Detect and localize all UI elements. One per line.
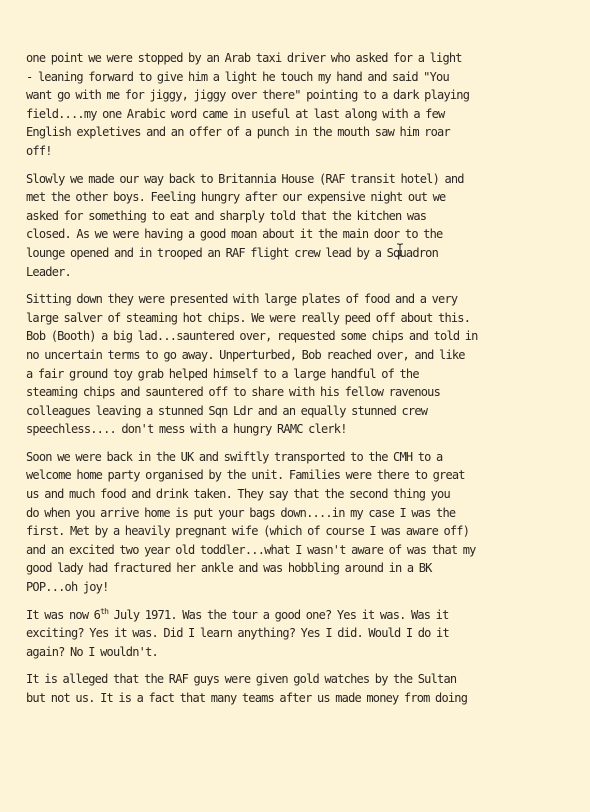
paragraph-chips <box>26 290 574 439</box>
date-line-after: July 1971. Was the tour a good one? Yes it was. Was it <box>108 607 449 622</box>
text-line: - leaning forward to give him a light he touch my hand and said "You <box>26 69 449 84</box>
text-line: It is alleged that the RAF guys were given gold watches by the Sultan <box>26 672 457 687</box>
paragraph-britannia-house <box>26 170 574 282</box>
date-superscript: th <box>100 606 109 616</box>
text-line: lounge opened and in trooped an RAF flight crew lead by a Squadron <box>26 245 439 260</box>
text-line: first. Met by a heavily pregnant wife (which of course I was aware off) <box>26 524 470 539</box>
text-line: us and much food and drink taken. They say that the second thing you <box>26 487 450 502</box>
text-line: Slowly we made our way back to Britannia House (RAF transit hotel) and <box>26 171 464 186</box>
text-cursor-icon <box>396 243 404 257</box>
text-line: steaming chips and sauntered off to share with his fellow ravenous <box>26 385 441 400</box>
text-line: Bob (Booth) a big lad...sauntered over, requested some chips and told in <box>26 329 478 344</box>
text-line: again? No I wouldn't. <box>26 644 158 659</box>
text-line: closed. As we were having a good moan about it the main door to the <box>26 227 443 242</box>
text-line: colleagues leaving a stunned Sqn Ldr and an equally stunned crew <box>26 403 428 418</box>
date-line-before: It was now 6 <box>26 607 101 622</box>
text-line: no uncertain terms to go away. Unperturbed, Bob reached over, and like <box>26 347 465 362</box>
text-line: but not us. It is a fact that many teams after us made money from doing <box>26 691 468 705</box>
text-line: Soon we were back in the UK and swiftly transported to the CMH to a <box>26 449 443 464</box>
text-line: and an excited two year old toddler...what I wasn't aware of was that my <box>26 542 476 557</box>
text-line: welcome home party organised by the unit. Families were there to great <box>26 468 465 483</box>
text-line: met the other boys. Feeling hungry after our expensive night out we <box>26 190 446 205</box>
text-line: one point we were stopped by an Arab taxi driver who asked for a light <box>26 51 462 65</box>
text-line: want go with me for jiggy, jiggy over there" pointing to a dark playing <box>26 88 470 103</box>
paragraph-gold-watches <box>26 670 574 707</box>
paragraph-tour-summary <box>26 606 574 662</box>
text-line-date <box>26 606 574 625</box>
text-line: speechless.... don't mess with a hungry RAMC clerk! <box>26 422 347 437</box>
text-line: do when you arrive home is put your bags down....in my case I was the <box>26 505 456 520</box>
text-line: POP...oh joy! <box>26 580 109 595</box>
text-line: a fair ground toy grab helped himself to a large handful of the <box>26 366 419 381</box>
text-line: Leader. <box>26 264 71 279</box>
text-line: Sitting down they were presented with large plates of food and a very <box>26 292 458 307</box>
text-line: field....my one Arabic word came in useful at last along with a few <box>26 106 445 121</box>
text-line: good lady had fractured her ankle and was hobbling around in a BK <box>26 561 432 576</box>
paragraph-taxi-driver <box>26 49 574 161</box>
text-line: exciting? Yes it was. Did I learn anything? Yes I did. Would I do it <box>26 626 449 641</box>
document-body <box>26 49 574 717</box>
paragraph-homecoming <box>26 448 574 597</box>
text-line: asked for something to eat and sharply told that the kitchen was <box>26 208 427 223</box>
text-line: large salver of steaming hot chips. We were really peed off about this. <box>26 310 471 325</box>
text-line: off! <box>26 143 52 158</box>
text-line: English expletives and an offer of a punch in the mouth saw him roar <box>26 125 450 140</box>
